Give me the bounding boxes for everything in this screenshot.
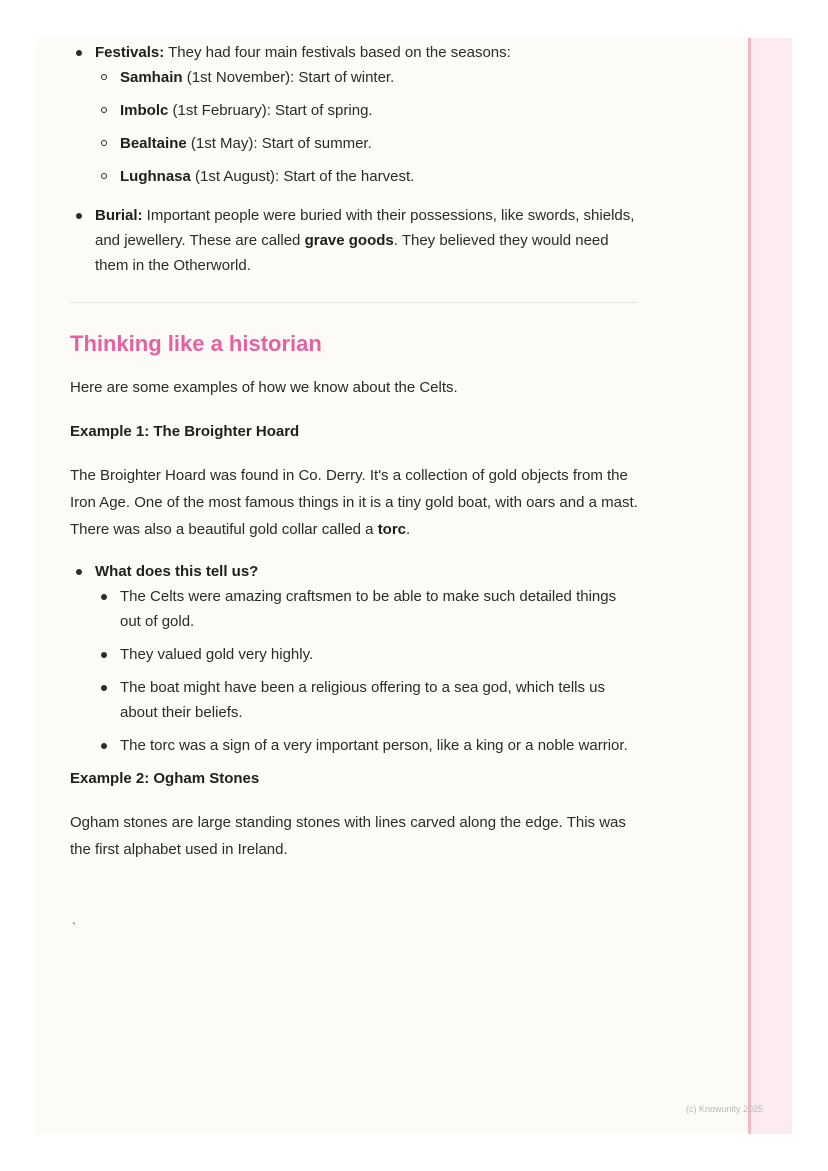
point-text: They valued gold very highly. xyxy=(120,646,314,663)
festival-name: Lughnasa xyxy=(120,168,191,185)
burial-text-end: . They believed they would need them in the Otherworld. xyxy=(95,232,609,274)
document-content xyxy=(70,40,638,863)
footer-copyright: (c) Knowunity 2025 xyxy=(686,1104,764,1114)
festivals-text: They had four main festivals based on the seasons: xyxy=(164,44,511,61)
festival-name: Imbolc xyxy=(120,102,169,119)
festival-detail: (1st November): Start of winter. xyxy=(182,69,395,86)
example1-text: The Broighter Hoard was found in Co. Derry. It's a collection of gold objects from the Iron Age. One of the most famous things in it is a tiny gold boat, with oars and a mast. There was also a beautiful gold collar called a xyxy=(70,467,638,538)
festival-detail: (1st August): Start of the harvest. xyxy=(190,168,415,185)
answer-sub-list xyxy=(95,584,638,758)
list-item-question xyxy=(70,559,638,758)
section-heading: Thinking like a historian xyxy=(70,331,322,356)
example1-text-end: . xyxy=(406,521,411,538)
point-text: The Celts were amazing craftsmen to be able to make such detailed things out of gold. xyxy=(120,588,617,630)
list-item-lughnasa xyxy=(95,164,638,189)
example1-list xyxy=(70,559,638,758)
bullet-ring-icon xyxy=(101,74,107,80)
festival-burial-list xyxy=(70,40,638,278)
question-label: What does this tell us? xyxy=(95,563,259,580)
list-item-point xyxy=(95,584,638,634)
stray-mark: ` xyxy=(72,920,77,935)
margin-line xyxy=(748,38,751,1134)
list-item-point xyxy=(95,675,638,725)
list-item-point xyxy=(95,733,638,758)
section-intro: Here are some examples of how we know about the Celts. xyxy=(70,379,458,396)
list-item-point xyxy=(95,642,638,667)
point-text: The boat might have been a religious offering to a sea god, which tells us about their beliefs. xyxy=(120,679,606,721)
burial-label: Burial: xyxy=(95,207,143,224)
festival-sub-list xyxy=(95,65,638,189)
list-item-festivals xyxy=(70,40,638,189)
grave-goods-term: grave goods xyxy=(304,232,394,249)
point-text: The torc was a sign of a very important person, like a king or a noble warrior. xyxy=(120,737,628,754)
list-item-burial xyxy=(70,203,638,278)
list-item-samhain xyxy=(95,65,638,90)
bullet-ring-icon xyxy=(101,140,107,146)
bullet-dot-icon xyxy=(76,569,82,575)
bullet-ring-icon xyxy=(101,173,107,179)
example2-paragraph: Ogham stones are large standing stones with lines carved along the edge. This was the first alphabet used in Ireland. xyxy=(70,814,626,858)
burial-text: Important people were buried with their possessions, like swords, shields, and jewellery. These are called xyxy=(95,207,635,249)
bullet-ring-icon xyxy=(101,107,107,113)
festival-name: Bealtaine xyxy=(120,135,187,152)
margin-strip xyxy=(748,38,792,1134)
festival-detail: (1st May): Start of summer. xyxy=(186,135,372,152)
section-divider xyxy=(70,302,638,303)
torc-term: torc xyxy=(377,521,407,538)
list-item-bealtaine xyxy=(95,131,638,156)
bullet-dot-icon xyxy=(101,685,107,691)
example1-paragraph xyxy=(70,462,638,543)
example2-title: Example 2: Ogham Stones xyxy=(70,770,260,787)
bullet-dot-icon xyxy=(76,50,82,56)
bullet-dot-icon xyxy=(101,594,107,600)
festival-detail: (1st February): Start of spring. xyxy=(168,102,373,119)
example1-title: Example 1: The Broighter Hoard xyxy=(70,423,300,440)
festivals-label: Festivals: xyxy=(95,44,165,61)
bullet-dot-icon xyxy=(101,743,107,749)
bullet-dot-icon xyxy=(101,652,107,658)
festival-name: Samhain xyxy=(120,69,183,86)
bullet-dot-icon xyxy=(76,213,82,219)
list-item-imbolc xyxy=(95,98,638,123)
